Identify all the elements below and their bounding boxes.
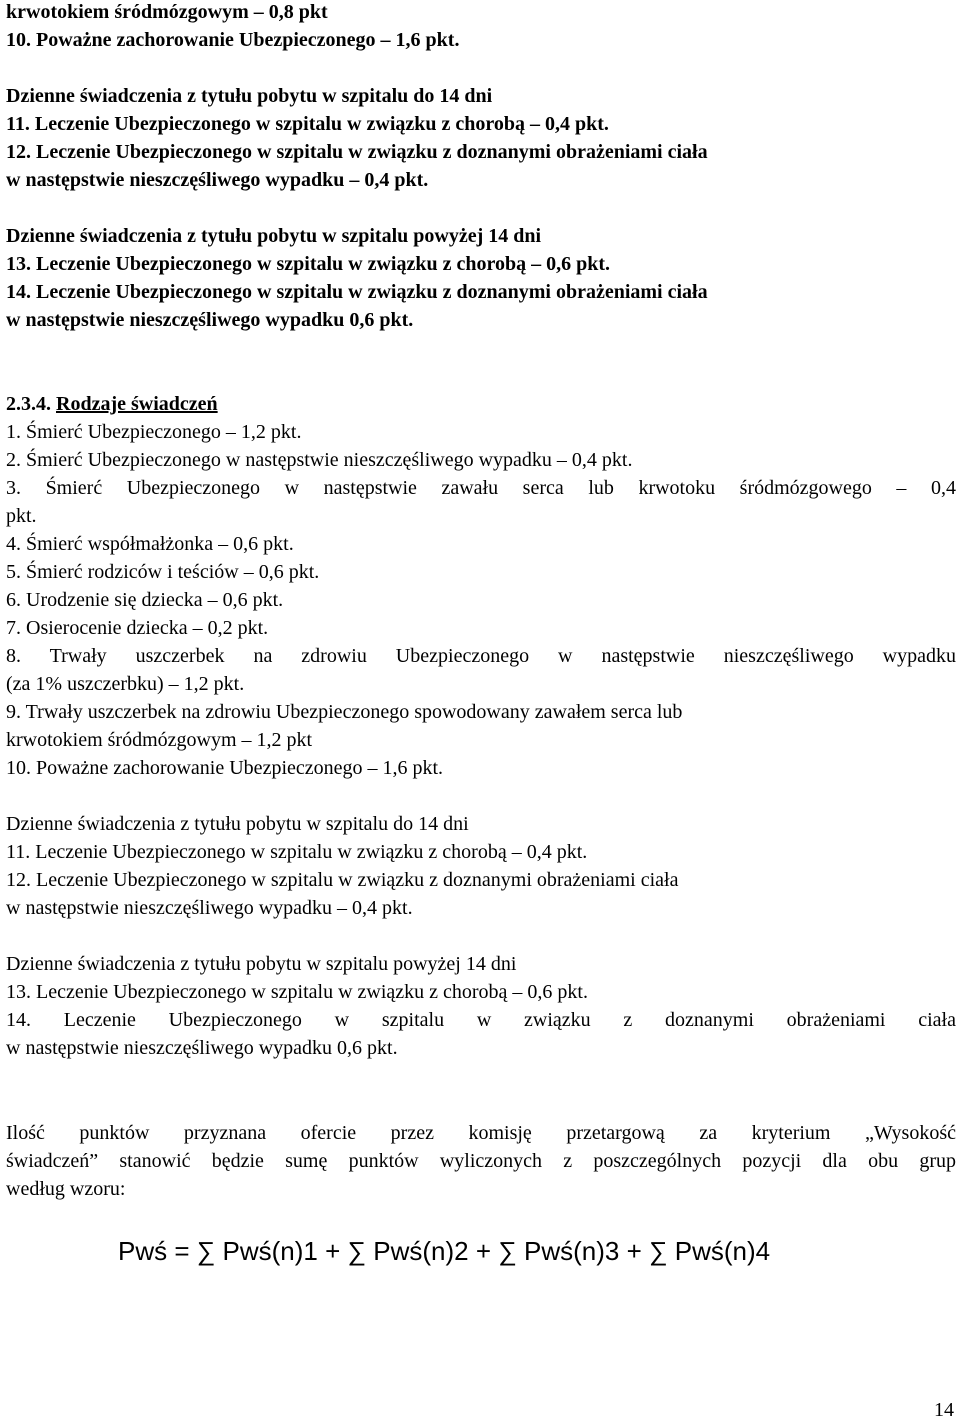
list-item: 14. Leczenie Ubezpieczonego w szpitalu w związku z doznanymi obrażeniami ciała xyxy=(6,1009,956,1031)
list-item: 12. Leczenie Ubezpieczonego w szpitalu w związku z doznanymi obrażeniami ciała xyxy=(6,141,708,163)
formula: Pwś = ∑ Pwś(n)1 + ∑ Pwś(n)2 + ∑ Pwś(n)3 + ∑ Pwś(n)4 xyxy=(118,1236,771,1266)
list-item: 10. Poważne zachorowanie Ubezpieczonego – 1,6 pkt. xyxy=(6,757,444,779)
section-title: Rodzaje świadczeń xyxy=(56,393,218,415)
list-item: 4. Śmierć współmałżonka – 0,6 pkt. xyxy=(6,533,294,555)
list-item: 5. Śmierć rodziców i teściów – 0,6 pkt. xyxy=(6,561,320,583)
subheading: Dzienne świadczenia z tytułu pobytu w szpitalu powyżej 14 dni xyxy=(6,953,517,975)
subheading: Dzienne świadczenia z tytułu pobytu w szpitalu do 14 dni xyxy=(6,85,493,107)
list-item: 13. Leczenie Ubezpieczonego w szpitalu w związku z chorobą – 0,6 pkt. xyxy=(6,253,611,275)
list-item: 11. Leczenie Ubezpieczonego w szpitalu w związku z chorobą – 0,4 pkt. xyxy=(6,841,588,863)
paragraph-line: Ilość punktów przyznana ofercie przez komisję przetargową za kryterium „Wysokość xyxy=(6,1122,956,1144)
list-item-continuation: w następstwie nieszczęśliwego wypadku 0,6 pkt. xyxy=(6,1037,398,1059)
list-item-continuation: krwotokiem śródmózgowym – 1,2 pkt xyxy=(6,729,313,751)
list-item: 11. Leczenie Ubezpieczonego w szpitalu w związku z chorobą – 0,4 pkt. xyxy=(6,113,609,135)
list-item: 12. Leczenie Ubezpieczonego w szpitalu w związku z doznanymi obrażeniami ciała xyxy=(6,869,679,891)
list-item: krwotokiem śródmózgowym – 0,8 pkt xyxy=(6,1,328,23)
list-item: 3. Śmierć Ubezpieczonego w następstwie zawału serca lub krwotoku śródmózgowego – 0,4 xyxy=(6,477,956,499)
list-item-continuation: pkt. xyxy=(6,505,37,527)
list-item: 9. Trwały uszczerbek na zdrowiu Ubezpieczonego spowodowany zawałem serca lub xyxy=(6,701,683,723)
list-item: 8. Trwały uszczerbek na zdrowiu Ubezpieczonego w następstwie nieszczęśliwego wypadku xyxy=(6,645,956,667)
list-item-continuation: w następstwie nieszczęśliwego wypadku – 0,4 pkt. xyxy=(6,897,413,919)
list-item: 10. Poważne zachorowanie Ubezpieczonego – 1,6 pkt. xyxy=(6,29,460,51)
paragraph-line: według wzoru: xyxy=(6,1178,126,1200)
list-item: 6. Urodzenie się dziecka – 0,6 pkt. xyxy=(6,589,284,611)
section-number: 2.3.4. xyxy=(6,393,51,415)
subheading: Dzienne świadczenia z tytułu pobytu w szpitalu powyżej 14 dni xyxy=(6,225,542,247)
list-item-continuation: w następstwie nieszczęśliwego wypadku – 0,4 pkt. xyxy=(6,169,429,191)
list-item: 7. Osierocenie dziecka – 0,2 pkt. xyxy=(6,617,269,639)
list-item-continuation: w następstwie nieszczęśliwego wypadku 0,6 pkt. xyxy=(6,309,414,331)
list-item: 14. Leczenie Ubezpieczonego w szpitalu w związku z doznanymi obrażeniami ciała xyxy=(6,281,708,303)
subheading: Dzienne świadczenia z tytułu pobytu w szpitalu do 14 dni xyxy=(6,813,469,835)
list-item: 1. Śmierć Ubezpieczonego – 1,2 pkt. xyxy=(6,421,302,443)
section-heading xyxy=(6,392,218,416)
paragraph-line: świadczeń” stanowić będzie sumę punktów wyliczonych z poszczególnych pozycji dla obu grup xyxy=(6,1150,956,1172)
list-item: 2. Śmierć Ubezpieczonego w następstwie nieszczęśliwego wypadku – 0,4 pkt. xyxy=(6,449,633,471)
list-item: 13. Leczenie Ubezpieczonego w szpitalu w związku z chorobą – 0,6 pkt. xyxy=(6,981,588,1003)
list-item-continuation: (za 1% uszczerbku) – 1,2 pkt. xyxy=(6,673,245,695)
page-number: 14 xyxy=(934,1399,954,1421)
